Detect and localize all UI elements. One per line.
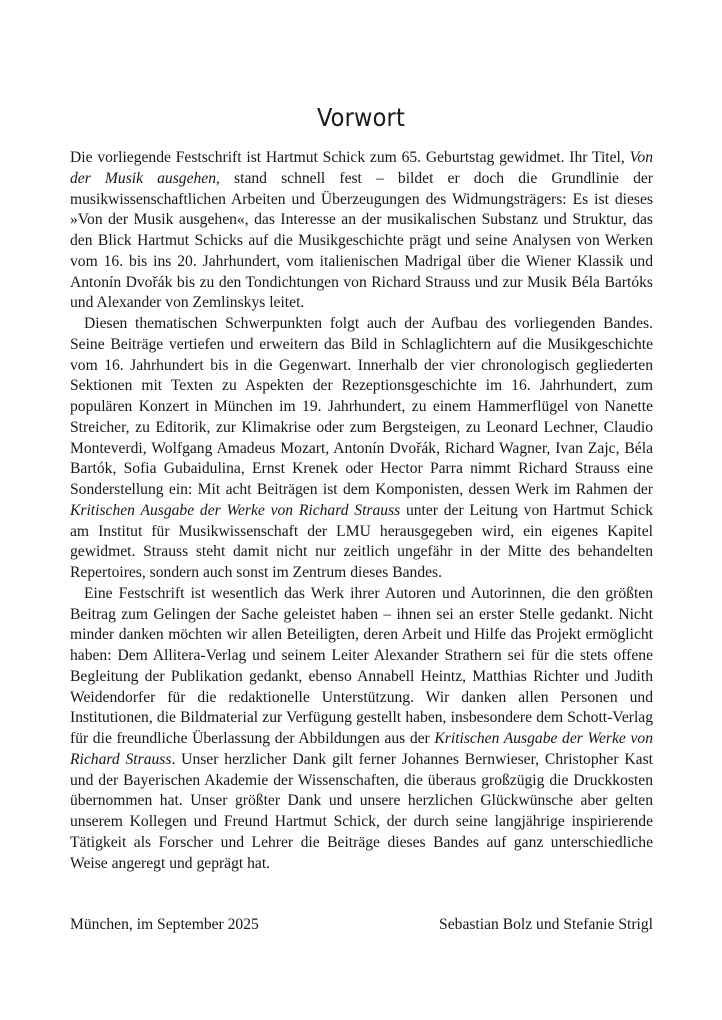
italic-work-title: Kritischen Ausgabe der Werke von Richard Strauss: [70, 730, 653, 768]
signature-place-date: München, im September 2025: [70, 916, 259, 933]
page-title: Vorwort: [316, 102, 406, 132]
signature-line: [70, 915, 653, 936]
body-text-column: [70, 148, 653, 874]
italic-work-title: Kritischen Ausgabe der Werke von Richard Strauss: [70, 501, 401, 519]
paragraph-2: Diesen thematischen Schwerpunkten folgt auch der Aufbau des vorliegenden Bandes. Seine Beiträge vertiefen und erweitern das Bild in Schlaglichtern auf die Musikgeschichte vom 16. Jahrhundert bis in die Gegenwart. Innerhalb der vier chronologisch gegliederten Sektionen mit Texten zu Aspekten der Rezeptionsgeschichte im 16. Jahrhundert, zum populären Konzert in München im 19. Jahrhundert, zu einem Hammerflügel von Nanette Streicher, zu Editorik, zur Klimakrise oder zum Bergsteigen, zu Leonard Lechner, Claudio Monteverdi, Wolfgang Amadeus Mozart, Antonín Dvořák, Richard Wagner, Ivan Zajc, Béla Bartók, Sofia Gubaidulina, Ernst Krenek oder Hector Parra nimmt Richard Strauss eine Sonderstellung ein: Mit acht Beiträgen ist dem Komponisten, dessen Werk im Rahmen der Kritischen Ausgabe der Werke von Richard Strauss unter der Leitung von Hartmut Schick am Institut für Musikwissenschaft der LMU herausgegeben wird, ein eigenes Kapitel gewidmet. Strauss steht damit nicht nur zeitlich ungefähr in der Mitte des behandelten Repertoires, sondern auch sonst im Zentrum dieses Bandes.: [70, 315, 653, 581]
signature-authors: Sebastian Bolz und Stefanie Strigl: [439, 916, 653, 933]
paragraph-3: Eine Festschrift ist wesentlich das Werk ihrer Autoren und Autorinnen, die den größten Beitrag zum Gelingen der Sache geleistet haben – ihnen sei an erster Stelle gedankt. Nicht minder danken möchten wir allen Beteiligten, deren Arbeit und Hilfe das Projekt ermöglicht haben: Dem Allitera-Verlag und seinem Leiter Alexander Strathern sei für die stets offene Begleitung der Publikation gedankt, ebenso Annabell Heintz, Matthias Richter und Judith Weidendorfer für die redaktionelle Unterstützung. Wir danken allen Personen und Institutionen, die Bildmaterial zur Verfügung gestellt haben, insbesondere dem Schott-Verlag für die freundliche Überlassung der Abbildungen aus der Kritischen Ausgabe der Werke von Richard Strauss. Unser herzlicher Dank gilt ferner Johannes Bernwieser, Christopher Kast und der Bayerischen Akademie der Wissenschaften, die überaus großzügig die Druckkosten übernommen hat. Unser größter Dank und unsere herzlichen Glückwünsche aber gelten unserem Kollegen und Freund Hartmut Schick, der durch seine langjährige inspirierende Tätigkeit als Forscher und Lehrer die Beiträge dieses Bandes auf ganz unterschiedliche Weise angeregt und geprägt hat.: [70, 584, 653, 872]
italic-work-title: Von der Musik ausgehen: [70, 149, 653, 187]
paragraph-1: Die vorliegende Festschrift ist Hartmut Schick zum 65. Geburtstag gewidmet. Ihr Titel, Von der Musik ausgehen, stand schnell fest – bildet er doch die Grundlinie der musikwissenschaftlichen Arbeiten und Überzeugungen des Widmungsträgers: Es ist dieses »Von der Musik ausgehen«, das Interesse an der musikalischen Substanz und Struktur, das den Blick Hartmut Schicks auf die Musikgeschichte prägt und seine Analysen von Werken vom 16. bis ins 20. Jahrhundert, vom italienischen Madrigal über die Wiener Klassik und Antonín Dvořák bis zu den Tondichtungen von Richard Strauss und zur Musik Béla Bartóks und Alexander von Zemlinskys leitet.: [70, 149, 653, 312]
